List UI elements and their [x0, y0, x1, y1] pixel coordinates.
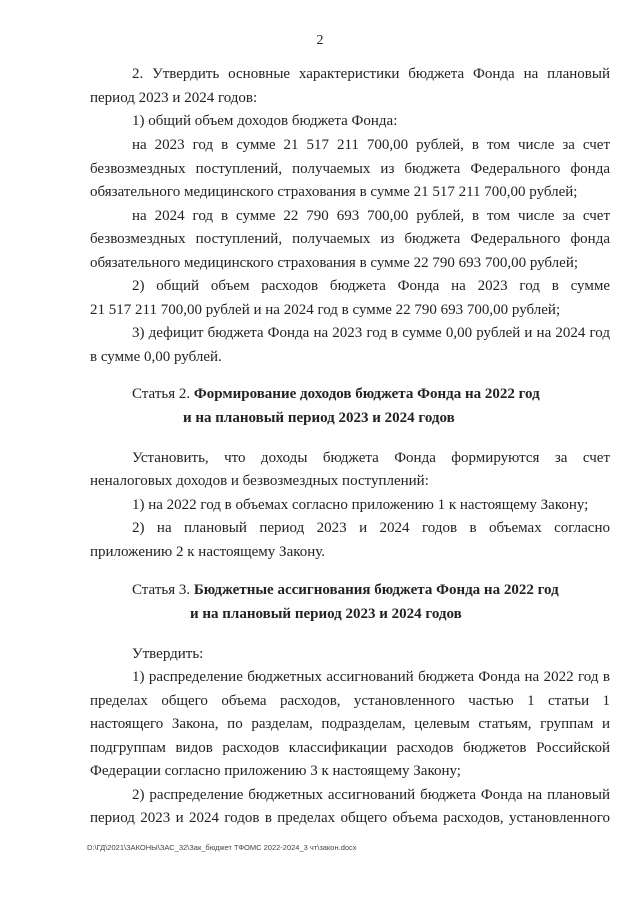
- article-title-line: и на плановый период 2023 и 2024 годов: [190, 606, 462, 622]
- paragraph-line: приложению 2 к настоящему Закону.: [90, 544, 326, 560]
- paragraph-line: 1) распределение бюджетных ассигнований бюджета Фонда на 2022 год в: [132, 669, 610, 685]
- article-heading: [132, 384, 540, 404]
- paragraph-line: Установить, что доходы бюджета Фонда формируются за счет: [132, 450, 610, 466]
- paragraph-line: подгруппам видов расходов классификации расходов бюджетов Российской: [90, 740, 610, 756]
- paragraph-line: 2. Утвердить основные характеристики бюджета Фонда на плановый: [132, 66, 610, 82]
- paragraph-line: 2) распределение бюджетных ассигнований бюджета Фонда на плановый: [132, 787, 610, 803]
- paragraph-line: настоящего Закона, по разделам, подразделам, целевым статьям, группам и: [90, 716, 610, 732]
- paragraph-line: неналоговых доходов и безвозмездных поступлений:: [90, 473, 429, 489]
- paragraph-line: обязательного медицинского страхования в сумме 22 790 693 700,00 рублей;: [90, 255, 579, 271]
- article-title: Формирование доходов бюджета Фонда на 2022 год: [193, 386, 540, 402]
- paragraph-line: 2) общий объем расходов бюджета Фонда на 2023 год в сумме: [132, 278, 610, 294]
- article-prefix: Статья 2.: [132, 386, 194, 402]
- paragraph-line: на 2023 год в сумме 21 517 211 700,00 рублей, в том числе за счет: [132, 137, 610, 153]
- paragraph-line: Утвердить:: [132, 646, 204, 662]
- paragraph-line: 2) на плановый период 2023 и 2024 годов в объемах согласно: [132, 520, 610, 536]
- paragraph-line: безвозмездных поступлений, получаемых из бюджета Федерального фонда: [90, 161, 610, 177]
- page-number: 2: [316, 33, 324, 48]
- paragraph-line: 1) на 2022 год в объемах согласно приложению 1 к настоящему Закону;: [132, 497, 589, 513]
- paragraph-line: 3) дефицит бюджета Фонда на 2023 год в сумме 0,00 рублей и на 2024 год: [132, 325, 610, 341]
- paragraph-line: пределах общего объема расходов, установленного частью 1 статьи 1: [90, 693, 610, 709]
- article-title: Бюджетные ассигнования бюджета Фонда на 2022 год: [193, 582, 559, 598]
- paragraph-line: 1) общий объем доходов бюджета Фонда:: [132, 113, 398, 129]
- paragraph-line: период 2023 и 2024 годов:: [90, 90, 258, 106]
- article-prefix: Статья 3.: [132, 582, 194, 598]
- article-title-line: и на плановый период 2023 и 2024 годов: [183, 410, 455, 426]
- paragraph-line: в сумме 0,00 рублей.: [90, 349, 222, 365]
- file-path-footer: D:\ГД\2021\ЗАКОНЫ\ЗАС_32\Зак_бюджет ТФОМС 2022-2024_3 чт\закон.docx: [87, 843, 357, 852]
- paragraph-line: на 2024 год в сумме 22 790 693 700,00 рублей, в том числе за счет: [132, 208, 610, 224]
- article-heading: [132, 580, 559, 600]
- paragraph-line: период 2023 и 2024 годов в пределах общего объема расходов, установленного: [90, 810, 610, 826]
- paragraph-line: 21 517 211 700,00 рублей и на 2024 год в сумме 22 790 693 700,00 рублей;: [90, 302, 561, 318]
- paragraph-line: безвозмездных поступлений, получаемых из бюджета Федерального фонда: [90, 231, 610, 247]
- paragraph-line: обязательного медицинского страхования в сумме 21 517 211 700,00 рублей;: [90, 184, 578, 200]
- paragraph-line: Федерации согласно приложению 3 к настоящему Закону;: [90, 763, 461, 779]
